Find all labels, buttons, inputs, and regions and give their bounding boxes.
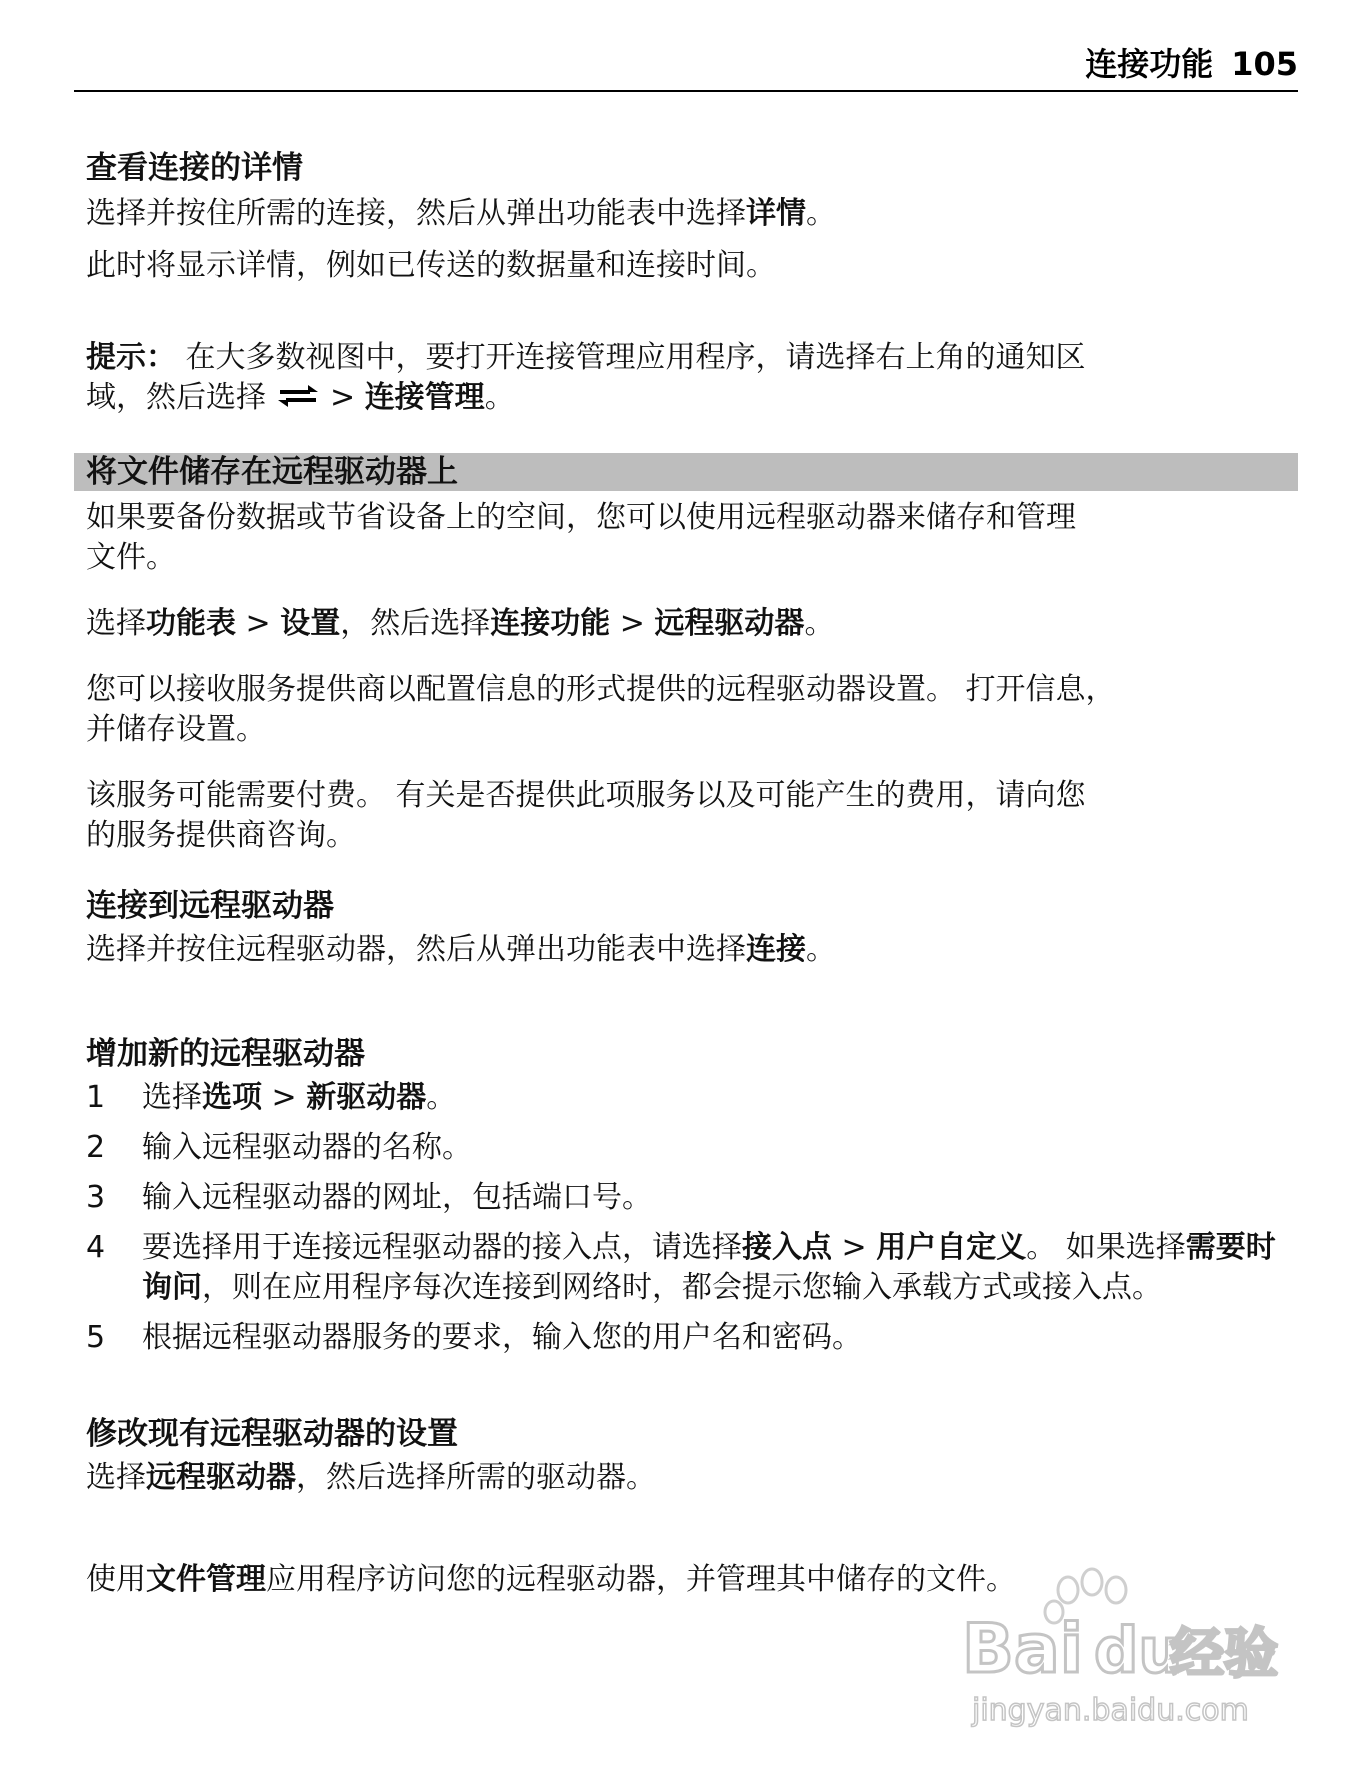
svg-text:du: du	[1094, 1614, 1183, 1687]
page-header	[74, 42, 1298, 92]
section-band	[74, 453, 1298, 491]
tip-line-2: 域，然后选择 > 连接管理。	[86, 380, 515, 415]
chapter-title: 连接功能	[1085, 45, 1214, 83]
section-remote-drive-body	[86, 498, 1286, 578]
tip-block	[86, 338, 1286, 418]
list-item: 1 选择选项 > 新驱动器。	[86, 1080, 457, 1115]
section-heading: 增加新的远程驱动器	[86, 1036, 365, 1072]
menu-term: 详情	[746, 196, 806, 231]
steps-list	[86, 1078, 1286, 1358]
paragraph: 选择并按住所需的连接，然后从弹出功能表中选择详情。	[86, 196, 836, 231]
tip-label: 提示：	[86, 340, 176, 375]
paragraph: 选择功能表 > 设置，然后选择连接功能 > 远程驱动器。	[86, 606, 835, 641]
section-view-connection-details	[86, 148, 1286, 286]
section-title: 将文件储存在远程驱动器上	[86, 454, 458, 490]
paragraph: 使用文件管理应用程序访问您的远程驱动器，并管理其中储存的文件。	[86, 1562, 1016, 1597]
swap-arrows-icon	[274, 381, 322, 411]
baidu-watermark-logo	[958, 1560, 1298, 1740]
section-heading: 连接到远程驱动器	[86, 888, 334, 924]
list-item: 3 输入远程驱动器的网址，包括端口号。	[86, 1180, 652, 1215]
list-item: 2 输入远程驱动器的名称。	[86, 1130, 472, 1165]
tip-line-1: 提示： 在大多数视图中，要打开连接管理应用程序，请选择右上角的通知区	[86, 340, 1086, 375]
paragraph-line: 您可以接收服务提供商以配置信息的形式提供的远程驱动器设置。 打开信息，	[86, 672, 1116, 707]
paragraph-line: 如果要备份数据或节省设备上的空间，您可以使用远程驱动器来储存和管理	[86, 500, 1076, 535]
settings-path-paragraph	[86, 604, 1286, 644]
fee-paragraph	[86, 776, 1286, 856]
section-connect-remote-drive	[86, 886, 1286, 970]
paragraph: 此时将显示详情，例如已传送的数据量和连接时间。	[86, 248, 776, 283]
paragraph-line: 文件。	[86, 540, 176, 575]
paragraph-line: 的服务提供商咨询。	[86, 818, 356, 853]
section-add-remote-drive	[86, 1034, 1286, 1368]
section-modify-remote-drive	[86, 1414, 1286, 1498]
paragraph: 选择远程驱动器，然后选择所需的驱动器。	[86, 1460, 656, 1495]
page-number: 105	[1231, 45, 1298, 83]
section-heading: 修改现有远程驱动器的设置	[86, 1416, 458, 1452]
menu-term: 连接管理	[364, 380, 485, 415]
config-paragraph	[86, 670, 1286, 750]
paragraph: 选择并按住远程驱动器，然后从弹出功能表中选择连接。	[86, 932, 836, 967]
paragraph-line: 并储存设置。	[86, 712, 266, 747]
list-item: 5 根据远程驱动器服务的要求，输入您的用户名和密码。	[86, 1320, 862, 1355]
svg-text:经验: 经验	[1170, 1622, 1278, 1685]
svg-text:jingyan.baidu.com: jingyan.baidu.com	[972, 1693, 1249, 1728]
list-item: 4 要选择用于连接远程驱动器的接入点，请选择接入点 > 用户自定义。 如果选择需要时询问，则在应用程序每次连接到网络时，都会提示您输入承载方式或接入点。	[86, 1230, 1276, 1305]
svg-text:Bai: Bai	[962, 1610, 1084, 1689]
paragraph-line: 该服务可能需要付费。 有关是否提供此项服务以及可能产生的费用，请向您	[86, 778, 1086, 813]
section-heading: 查看连接的详情	[86, 150, 303, 186]
